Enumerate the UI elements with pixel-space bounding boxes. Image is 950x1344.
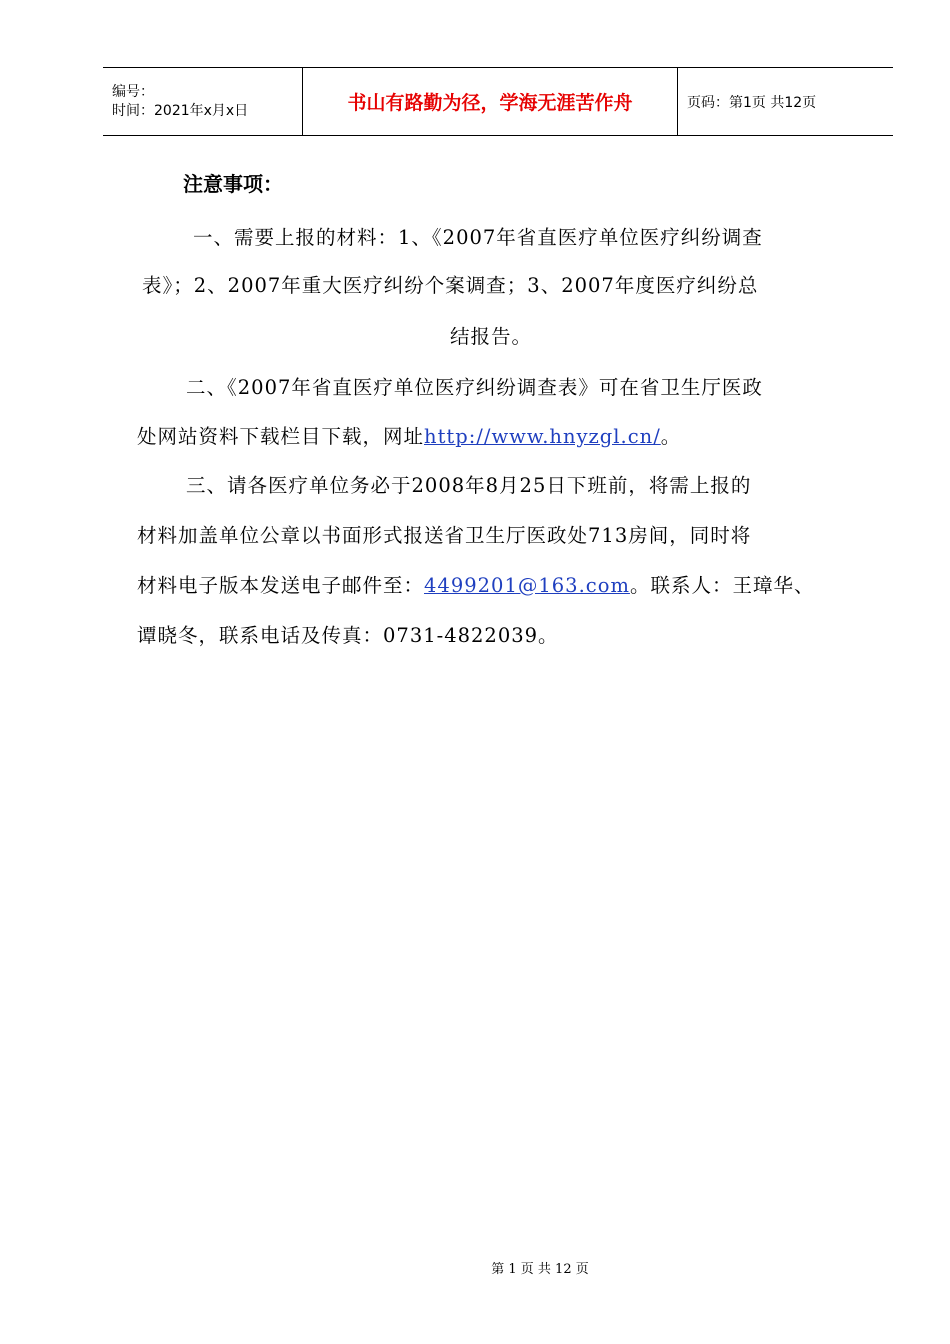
item3-line3-prefix: 材料电子版本发送电子邮件至： [137,574,425,597]
item2-line1: 二、《2007年省直医疗单位医疗纠纷调查表》可在省卫生厅医政 [186,376,763,399]
item1-line1: 一、需要上报的材料：1、《2007年省直医疗单位医疗纠纷调查 [193,226,763,249]
item1-line2: 表》；2、2007年重大医疗纠纷个案调查；3、2007年度医疗纠纷总 [142,274,759,297]
item3-line4: 谭晓冬，联系电话及传真：0731-4822039。 [137,624,559,647]
header-meta [103,68,303,135]
header-page-info: 页码：第1页 共12页 [687,94,817,111]
email-link[interactable]: 4499201@163.com [424,574,630,597]
notice-heading: 注意事项： [183,172,283,196]
item3-line3-suffix: 。联系人：王璋华、 [629,574,815,597]
item3-line3 [137,570,814,598]
item2-line2 [137,421,681,449]
item2-line2-prefix: 处网站资料下载栏目下载，网址 [137,425,425,448]
page-footer: 第 1 页 共 12 页 [491,1262,589,1277]
item3-line2: 材料加盖单位公章以书面形式报送省卫生厅医政处713房间，同时将 [137,524,752,547]
item3-line1: 三、请各医疗单位务必于2008年8月25日下班前，将需上报的 [186,474,752,497]
item2-line2-suffix: 。 [660,425,682,448]
page-header [103,67,893,136]
header-motto: 书山有路勤为径，学海无涯苦作舟 [303,68,678,135]
item1-line3: 结报告。 [450,325,533,348]
document-number-label: 编号： [112,83,154,100]
document-time-label: 时间：2021年x月x日 [112,102,249,119]
website-link[interactable]: http://www.hnyzgl.cn/ [424,425,661,448]
